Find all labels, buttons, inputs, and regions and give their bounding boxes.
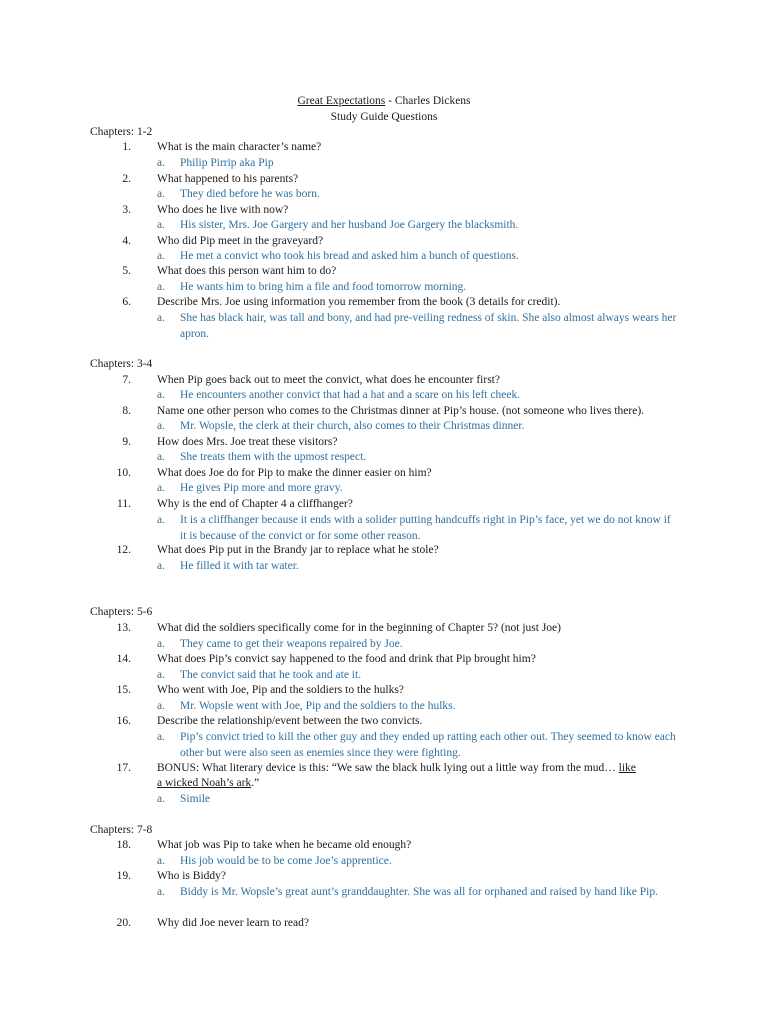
- question-text: Who does he live with now?: [157, 204, 289, 216]
- answer-marker: a.: [157, 389, 165, 401]
- answer-text: He gives Pip more and more gravy.: [180, 482, 343, 494]
- question-number: 14.: [116, 653, 131, 665]
- answer-marker: a.: [157, 219, 165, 231]
- question-number: 13.: [116, 622, 131, 634]
- answer-text: His job would be to be come Joe’s apprentice.: [180, 855, 392, 867]
- answer-text: The convict said that he took and ate it.: [180, 669, 362, 681]
- answer-marker: a.: [157, 855, 165, 867]
- question-number: 12.: [116, 544, 131, 556]
- question-number: 10.: [116, 467, 131, 479]
- book-title: Great Expectations: [297, 95, 386, 107]
- answer-marker: a.: [157, 188, 165, 200]
- question-text: [157, 761, 636, 776]
- answer-text: He filled it with tar water.: [180, 560, 299, 572]
- answer-marker: a.: [157, 514, 165, 526]
- question-text: How does Mrs. Joe treat these visitors?: [157, 436, 338, 448]
- question-number: 17.: [116, 762, 131, 774]
- answer-marker: a.: [157, 560, 165, 572]
- question-number: 15.: [116, 684, 131, 696]
- question-text-end: .”: [251, 777, 260, 789]
- question-number: 16.: [116, 715, 131, 727]
- question-number: 5.: [122, 265, 131, 277]
- answer-marker: a.: [157, 886, 165, 898]
- question-text: Who is Biddy?: [157, 870, 226, 882]
- answer-text: She treats them with the upmost respect.: [180, 451, 367, 463]
- question-text: Who went with Joe, Pip and the soldiers to the hulks?: [157, 684, 404, 696]
- question-text: What does this person want him to do?: [157, 265, 337, 277]
- answer-text: It is a cliffhanger because it ends with a solider putting handcuffs right in Pip’s face, yet we do not know if it is because of the convict or for some other reason.: [180, 514, 671, 542]
- question-text: What does Pip put in the Brandy jar to replace what he stole?: [157, 544, 439, 556]
- question-number: 9.: [122, 436, 131, 448]
- question-number: 4.: [122, 235, 131, 247]
- author: - Charles Dickens: [385, 95, 471, 107]
- question-text: Who did Pip meet in the graveyard?: [157, 235, 324, 247]
- question-number: 8.: [122, 405, 131, 417]
- answer-marker: a.: [157, 638, 165, 650]
- question-text: Name one other person who comes to the Christmas dinner at Pip’s house. (not someone who lives there).: [157, 405, 645, 417]
- section-title: Chapters: 3-4: [90, 358, 153, 370]
- question-number: 1.: [122, 141, 131, 153]
- section-title: Chapters: 5-6: [90, 606, 153, 618]
- answer-marker: a.: [157, 482, 165, 494]
- quote-underline: a wicked Noah’s ark: [157, 777, 252, 789]
- question-text: What happened to his parents?: [157, 173, 299, 185]
- answer-marker: a.: [157, 250, 165, 262]
- question-text: Describe the relationship/event between the two convicts.: [157, 715, 423, 727]
- question-text: What does Pip’s convict say happened to the food and drink that Pip brought him?: [157, 653, 536, 665]
- answer-text: Biddy is Mr. Wopsle’s great aunt’s granddaughter. She was all for orphaned and raised by hand like Pip.: [180, 886, 658, 898]
- answer-text: His sister, Mrs. Joe Gargery and her husband Joe Gargery the blacksmith.: [180, 219, 519, 231]
- answer-marker: a.: [157, 281, 165, 293]
- answer-text: He wants him to bring him a file and food tomorrow morning.: [180, 281, 467, 293]
- quote-underline: like: [618, 762, 636, 774]
- answer-marker: a.: [157, 731, 165, 743]
- answer-text: Philip Pirrip aka Pip: [180, 157, 274, 169]
- answer-text: Mr. Wopsle, the clerk at their church, also comes to their Christmas dinner.: [180, 420, 525, 432]
- question-text: Why did Joe never learn to read?: [157, 917, 309, 929]
- question-text: What is the main character’s name?: [157, 141, 322, 153]
- question-number: 2.: [122, 173, 131, 185]
- question-number: 19.: [116, 870, 131, 882]
- question-number: 20.: [116, 917, 131, 929]
- answer-marker: a.: [157, 700, 165, 712]
- answer-marker: a.: [157, 793, 165, 805]
- question-number: 6.: [122, 296, 131, 308]
- answer-marker: a.: [157, 312, 165, 324]
- answer-text: Pip’s convict tried to kill the other guy and they ended up ratting each other out. They seemed to know each other but were also seen as enemies since they were fighting.: [180, 731, 676, 759]
- answer-text: They died before he was born.: [180, 188, 320, 200]
- document-subtitle: Study Guide Questions: [330, 111, 438, 123]
- answer-text: They came to get their weapons repaired by Joe.: [180, 638, 403, 650]
- question-text: When Pip goes back out to meet the convict, what does he encounter first?: [157, 374, 500, 386]
- question-text: Why is the end of Chapter 4 a cliffhanger?: [157, 498, 353, 510]
- question-text-continued: [157, 776, 259, 791]
- question-text: What did the soldiers specifically come for in the beginning of Chapter 5? (not just Joe): [157, 622, 561, 634]
- answer-marker: a.: [157, 157, 165, 169]
- question-text: Describe Mrs. Joe using information you remember from the book (3 details for credit).: [157, 296, 561, 308]
- answer-marker: a.: [157, 451, 165, 463]
- question-text: What does Joe do for Pip to make the dinner easier on him?: [157, 467, 432, 479]
- section-title: Chapters: 7-8: [90, 824, 153, 836]
- question-number: 18.: [116, 839, 131, 851]
- answer-text: Mr. Wopsle went with Joe, Pip and the soldiers to the hulks.: [180, 700, 456, 712]
- answer-text: She has black hair, was tall and bony, and had pre-veiling redness of skin. She also almost always wears her apron.: [180, 312, 677, 340]
- question-text-part: BONUS: What literary device is this: “We saw the black hulk lying out a little way from the mud…: [157, 762, 619, 774]
- question-number: 3.: [122, 204, 131, 216]
- question-number: 7.: [122, 374, 131, 386]
- answer-marker: a.: [157, 669, 165, 681]
- answer-text: He encounters another convict that had a hat and a scare on his left cheek.: [180, 389, 521, 401]
- question-number: 11.: [117, 498, 131, 510]
- answer-text: He met a convict who took his bread and asked him a bunch of questions.: [180, 250, 519, 262]
- question-text: What job was Pip to take when he became old enough?: [157, 839, 412, 851]
- section-title: Chapters: 1-2: [90, 126, 153, 138]
- answer-marker: a.: [157, 420, 165, 432]
- document-title: [0, 94, 768, 109]
- answer-text: Simile: [180, 793, 211, 805]
